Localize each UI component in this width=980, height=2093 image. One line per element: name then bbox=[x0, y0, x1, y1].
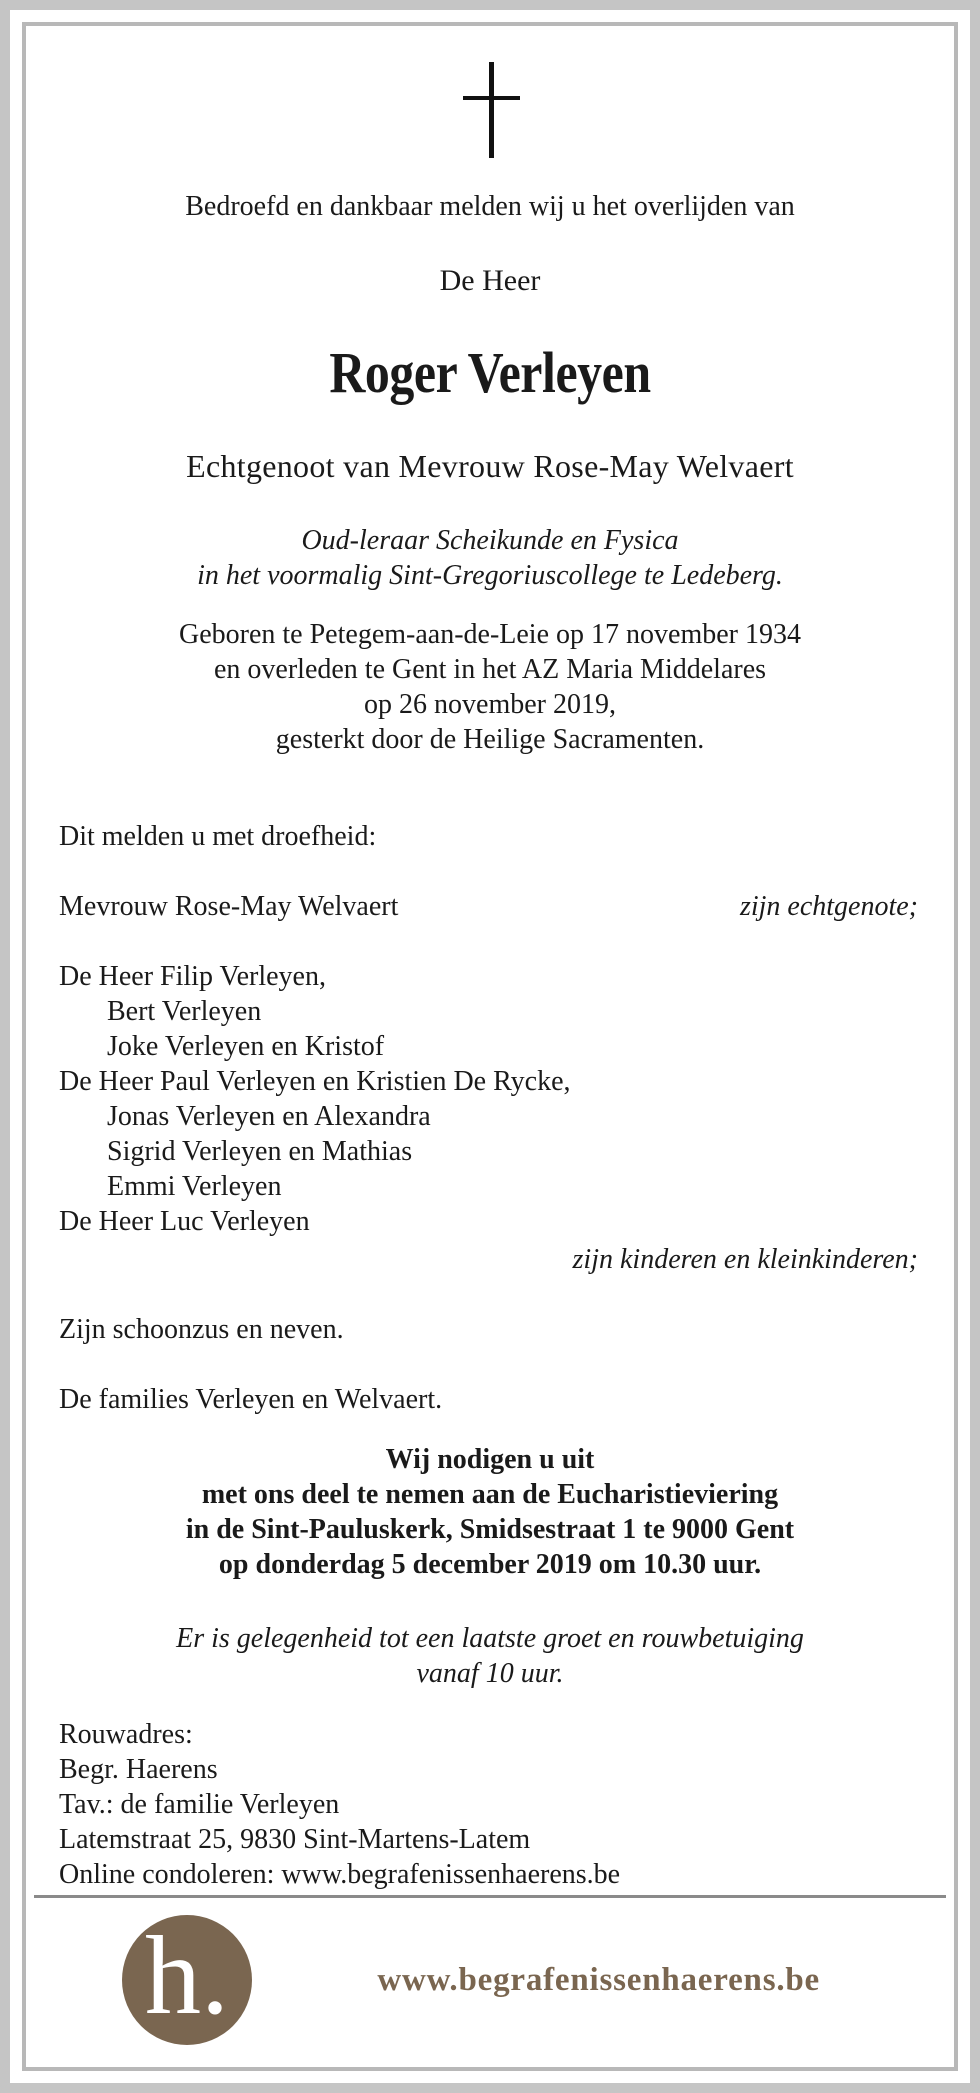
grandchild-line-4: Sigrid Verleyen en Mathias bbox=[107, 1136, 413, 1167]
invitation-line-4: op donderdag 5 december 2019 om 10.30 uur. bbox=[218, 1549, 762, 1580]
invitation-line-3: in de Sint-Pauluskerk, Smidsestraat 1 te 9000 Gent bbox=[185, 1514, 795, 1545]
spouse-name: Mevrouw Rose-May Welvaert bbox=[59, 891, 399, 922]
birth-death-line-2: en overleden te Gent in het AZ Maria Middelares bbox=[213, 654, 767, 685]
condolence-line-1: Er is gelegenheid tot een laatste groet en rouwbetuiging bbox=[176, 1623, 804, 1654]
footer-divider bbox=[34, 1895, 946, 1898]
spouse-line: Echtgenoot van Mevrouw Rose-May Welvaert bbox=[186, 448, 794, 484]
condolence-line-2: vanaf 10 uur. bbox=[416, 1658, 564, 1689]
children-relation: zijn kinderen en kleinkinderen; bbox=[572, 1244, 918, 1275]
deceased-name: Roger Verleyen bbox=[329, 340, 651, 405]
grandchild-line-5: Emmi Verleyen bbox=[107, 1171, 282, 1202]
grandchild-line-1: Bert Verleyen bbox=[107, 996, 262, 1027]
salutation: De Heer bbox=[439, 264, 541, 297]
birth-death-line-1: Geboren te Petegem-aan-de-Leie op 17 november 1934 bbox=[179, 619, 801, 650]
undertaker-logo bbox=[122, 1915, 252, 2045]
occupation-line-2: in het voormalig Sint-Gregoriuscollege te Ledeberg. bbox=[197, 560, 783, 591]
invitation-line-2: met ons deel te nemen aan de Eucharistieviering bbox=[201, 1479, 779, 1510]
birth-death-line-4: gesterkt door de Heilige Sacramenten. bbox=[275, 724, 705, 755]
grandchild-line-3: Jonas Verleyen en Alexandra bbox=[107, 1101, 431, 1132]
logo-letter: h. bbox=[145, 1915, 229, 2038]
address-line-1: Rouwadres: bbox=[59, 1719, 193, 1750]
address-line-4: Latemstraat 25, 9830 Sint-Martens-Latem bbox=[59, 1824, 531, 1855]
address-line-2: Begr. Haerens bbox=[59, 1754, 218, 1785]
announce-text: Dit melden u met droefheid: bbox=[59, 821, 377, 852]
grandchild-line-2: Joke Verleyen en Kristof bbox=[107, 1031, 385, 1062]
address-line-5: Online condoleren: www.begrafenissenhaerens.be bbox=[59, 1859, 621, 1890]
birth-death-line-3: op 26 november 2019, bbox=[364, 689, 616, 720]
intro-text: Bedroefd en dankbaar melden wij u het overlijden van bbox=[185, 191, 795, 222]
child-line-2: De Heer Paul Verleyen en Kristien De Rycke, bbox=[59, 1066, 571, 1097]
in-laws-text: Zijn schoonzus en neven. bbox=[59, 1314, 344, 1345]
footer-website-link[interactable]: www.begrafenissenhaerens.be bbox=[377, 1962, 820, 1998]
families-text: De families Verleyen en Welvaert. bbox=[59, 1384, 443, 1415]
address-line-3: Tav.: de familie Verleyen bbox=[59, 1789, 340, 1820]
child-line-1: De Heer Filip Verleyen, bbox=[59, 961, 326, 992]
child-line-3: De Heer Luc Verleyen bbox=[59, 1206, 310, 1237]
spouse-relation: zijn echtgenote; bbox=[739, 891, 918, 922]
occupation-line-1: Oud-leraar Scheikunde en Fysica bbox=[301, 525, 679, 556]
invitation-line-1: Wij nodigen u uit bbox=[385, 1444, 595, 1475]
